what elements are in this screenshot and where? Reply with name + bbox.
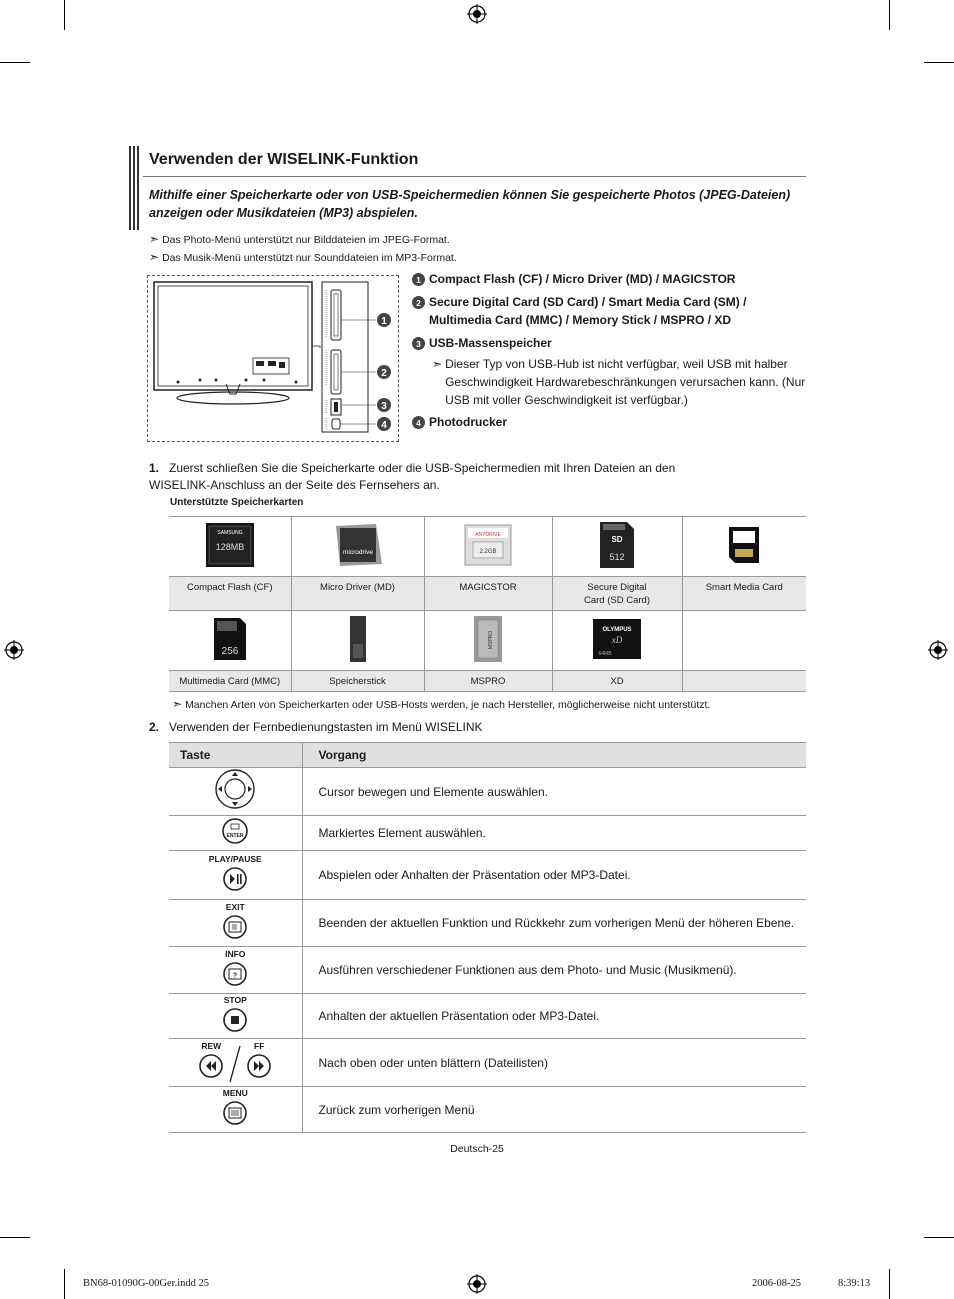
rew-key — [198, 1041, 224, 1084]
slug-file: BN68-01090G-00Ger.indd 25 — [83, 1278, 209, 1289]
table-row — [169, 947, 806, 994]
usb-note: ➣ Dieser Typ von USB-Hub ist nicht verfügbar, weil USB mit halber Geschwindigkeit Hardwarebeschränkungen verursachen kann. (Nur USB mit voller Geschwindigkeit ist verfügbar.) — [432, 357, 806, 407]
exit-button-icon — [222, 914, 248, 940]
table-row — [169, 994, 806, 1039]
card-label: MAGICSTOR — [424, 577, 552, 611]
registration-mark-icon — [467, 4, 487, 24]
svg-text:?: ? — [233, 972, 238, 979]
xd-card-icon — [591, 617, 643, 661]
tv-illustration — [147, 275, 399, 442]
crop-mark — [889, 1269, 890, 1299]
remote-keys-table — [169, 742, 806, 1133]
crop-mark — [64, 0, 65, 30]
note-arrow-icon: ➣ — [172, 697, 183, 711]
svg-text:128MB: 128MB — [215, 542, 245, 552]
note-arrow-icon: ➣ — [149, 250, 160, 264]
key-label: MENU — [222, 1088, 248, 1098]
registration-mark-icon — [928, 640, 948, 660]
card-label — [682, 671, 806, 692]
key-action: Nach oben oder unten blättern (Dateilisten) — [302, 1039, 806, 1087]
legend-item: 2 Secure Digital Card (SD Card) / Smart Media Card (SM) / Multimedia Card (MMC) / Memory Stick / MSPRO / XD — [412, 293, 812, 329]
crop-mark — [889, 0, 890, 30]
key-cell — [169, 947, 302, 994]
legend-item: 1 Compact Flash (CF) / Micro Driver (MD) / MAGICSTOR — [412, 270, 812, 288]
key-action: Cursor bewegen und Elemente auswählen. — [302, 768, 806, 816]
svg-text:2: 2 — [381, 368, 387, 379]
multimedia-card-icon — [212, 616, 248, 662]
card-image-cell — [424, 611, 552, 671]
title-rule — [143, 176, 806, 177]
crop-mark — [0, 62, 30, 63]
svg-text:ANYDRIVE: ANYDRIVE — [475, 532, 501, 538]
registration-mark-icon — [467, 1274, 487, 1294]
menu-button-icon — [222, 1100, 248, 1126]
key-action: Zurück zum vorherigen Menü — [302, 1087, 806, 1133]
key-cell — [169, 994, 302, 1039]
key-label: FF — [254, 1041, 265, 1051]
number-badge: 2 — [412, 296, 425, 309]
table-row — [169, 900, 806, 947]
connector-legend — [412, 270, 812, 436]
supported-cards-table — [169, 516, 806, 692]
svg-text:microdrive: microdrive — [342, 549, 373, 556]
intro-text: Mithilfe einer Speicherkarte oder von USB-Speichermedien können Sie gespeicherte Photos (JPEG-Dateien) anzeigen oder Musikdateien (MP3) abspielen. — [149, 188, 791, 220]
key-action: Abspielen oder Anhalten der Präsentation oder MP3-Datei. — [302, 851, 806, 900]
enter-button-icon — [221, 817, 249, 845]
key-cell — [169, 1039, 302, 1087]
card-image-cell — [682, 517, 806, 577]
card-image-cell — [291, 517, 424, 577]
slug-date: 2006-08-25 — [752, 1278, 801, 1289]
key-action: Ausführen verschiedener Funktionen aus dem Photo- und Music (Musikmenü). — [302, 947, 806, 994]
magicstor-card-icon — [463, 522, 513, 568]
svg-text:4: 4 — [381, 420, 387, 431]
crop-mark — [0, 1237, 30, 1238]
table-row — [169, 768, 806, 816]
step-2: 2. Verwenden der Fernbedienungstasten im Menü WISELINK — [149, 720, 483, 734]
cards-caption: Unterstützte Speicherkarten — [170, 497, 304, 508]
crop-mark — [924, 62, 954, 63]
note-arrow-icon: ➣ — [149, 232, 160, 246]
compact-flash-card-icon — [205, 522, 255, 568]
svg-text:3: 3 — [381, 401, 387, 412]
key-cell — [169, 851, 302, 900]
key-label: EXIT — [225, 901, 245, 912]
svg-text:512: 512 — [609, 552, 625, 562]
card-image-cell — [169, 517, 291, 577]
svg-text:ENTER: ENTER — [226, 832, 244, 839]
smart-media-card-icon — [727, 525, 761, 565]
stop-button-icon — [222, 1007, 248, 1033]
card-image-cell — [552, 611, 682, 671]
svg-text:1: 1 — [381, 316, 387, 327]
fast-forward-button-icon — [246, 1053, 272, 1079]
cards-note: ➣ Manchen Arten von Speicherkarten oder USB-Hosts werden, je nach Hersteller, möglicherweise nicht unterstützt. — [172, 697, 711, 711]
slash-divider-icon — [228, 1044, 242, 1084]
key-label: STOP — [223, 994, 247, 1005]
section-side-bar — [129, 146, 141, 230]
svg-text:OLYMPUS: OLYMPUS — [602, 627, 632, 633]
number-badge: 1 — [412, 273, 425, 286]
card-image-cell — [169, 611, 291, 671]
column-header-key: Taste — [169, 743, 302, 768]
key-action: Markiertes Element auswählen. — [302, 816, 806, 851]
key-cell — [169, 1087, 302, 1133]
svg-text:64MB: 64MB — [598, 651, 612, 657]
legend-item: 3 USB-Massenspeicher — [412, 334, 812, 352]
registration-mark-icon — [4, 640, 24, 660]
page-number: Deutsch-25 — [450, 1143, 504, 1155]
card-image-cell — [424, 517, 552, 577]
key-cell — [169, 900, 302, 947]
mspro-card-icon — [470, 614, 506, 664]
card-label: MSPRO — [424, 671, 552, 692]
card-label: Smart Media Card — [682, 577, 806, 611]
sd-card-icon — [597, 520, 637, 570]
card-label: Micro Driver (MD) — [291, 577, 424, 611]
page-title: Verwenden der WISELINK-Funktion — [149, 151, 419, 168]
table-row — [169, 1039, 806, 1087]
info-button-icon — [222, 961, 248, 987]
card-label: Multimedia Card (MMC) — [169, 671, 291, 692]
number-badge: 3 — [412, 337, 425, 350]
card-image-cell — [291, 611, 424, 671]
svg-text:SAMSUNG: SAMSUNG — [217, 530, 243, 536]
step-1: 1. Zuerst schließen Sie die Speicherkarte oder die USB-Speichermedien mit Ihren Dateien an den WISELINK-Anschluss an der Seite des Fernsehers an. — [149, 461, 676, 492]
key-cell — [169, 768, 302, 816]
crop-mark — [64, 1269, 65, 1299]
key-label: INFO — [225, 948, 246, 959]
rew-ff-group — [169, 1041, 302, 1084]
svg-text:MSPRO: MSPRO — [488, 630, 494, 650]
table-row — [169, 1087, 806, 1133]
table-row — [169, 816, 806, 851]
key-action: Anhalten der aktuellen Präsentation oder MP3-Datei. — [302, 994, 806, 1039]
play-pause-button-icon — [222, 866, 248, 892]
crop-mark — [924, 1237, 954, 1238]
svg-text:256: 256 — [221, 646, 239, 657]
table-row — [169, 851, 806, 900]
card-image-cell-empty — [682, 611, 806, 671]
micro-drive-card-icon — [332, 522, 384, 568]
card-label: Speicherstick — [291, 671, 424, 692]
key-label: PLAY/PAUSE — [208, 853, 262, 864]
card-label: Compact Flash (CF) — [169, 577, 291, 611]
note-music: ➣ Das Musik-Menü unterstützt nur Sounddateien im MP3-Format. — [149, 250, 457, 264]
svg-text:xD: xD — [611, 635, 623, 645]
column-header-action: Vorgang — [302, 743, 806, 768]
slug-time: 8:39:13 — [838, 1278, 871, 1289]
card-label: Secure Digital Card (SD Card) — [552, 577, 682, 611]
rewind-button-icon — [198, 1053, 224, 1079]
memory-stick-icon — [347, 614, 369, 664]
note-photo: ➣ Das Photo-Menü unterstützt nur Bilddateien im JPEG-Format. — [149, 232, 450, 246]
ff-key — [246, 1041, 272, 1084]
card-image-cell — [552, 517, 682, 577]
number-badge: 4 — [412, 416, 425, 429]
card-label: XD — [552, 671, 682, 692]
direction-pad-icon — [214, 768, 256, 810]
key-cell — [169, 816, 302, 851]
note-arrow-icon: ➣ — [432, 357, 443, 371]
svg-text:SD: SD — [611, 535, 623, 544]
key-label: REW — [201, 1041, 222, 1051]
key-action: Beenden der aktuellen Funktion und Rückkehr zum vorherigen Menü der höheren Ebene. — [302, 900, 806, 947]
svg-text:2.2GB: 2.2GB — [479, 549, 497, 555]
legend-item: 4 Photodrucker — [412, 413, 812, 431]
tv-rear-side-icon — [148, 276, 398, 441]
